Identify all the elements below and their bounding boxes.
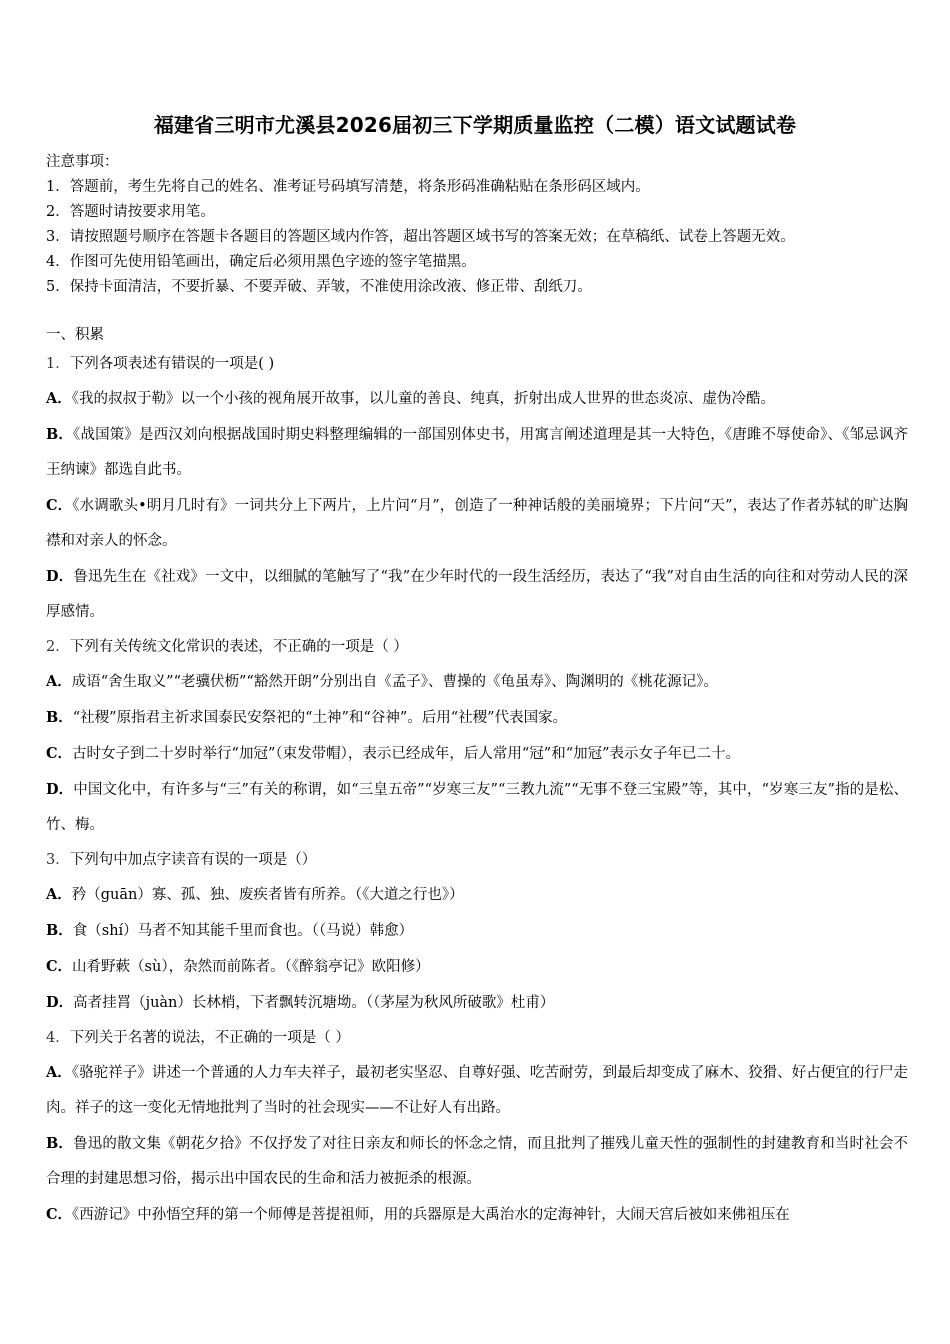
exam-title: 福建省三明市尤溪县2026届初三下学期质量监控（二模）语文试题试卷 bbox=[153, 113, 797, 137]
option bbox=[46, 772, 908, 843]
option-label: C． bbox=[46, 958, 73, 975]
option bbox=[46, 381, 908, 417]
option-label: B． bbox=[46, 922, 73, 939]
option bbox=[46, 664, 908, 700]
option-text: 食（shí）马者不知其能千里而食也。（（马说）韩愈） bbox=[72, 923, 414, 939]
section-heading: 一、积累 bbox=[46, 327, 104, 343]
option bbox=[46, 700, 908, 736]
option-text: 《西游记》中孙悟空拜的第一个师傅是菩提祖师，用的兵器原是大禹治水的定海神针，大闹天宫后被如来佛祖压在 bbox=[72, 1207, 790, 1223]
option bbox=[46, 985, 908, 1021]
notice-item: 2．答题时请按要求用笔。 bbox=[46, 204, 215, 220]
option-text: 古时女子到二十岁时举行“加冠”（束发带帽），表示已经成年，后人常用“冠”和“加冠”表示女子年已二十。 bbox=[72, 746, 741, 762]
option bbox=[46, 1055, 908, 1126]
option-text: 鲁迅的散文集《朝花夕拾》不仅抒发了对往日亲友和师长的怀念之情，而且批判了摧残儿童天性的强制性的封建教育和当时社会不合理的封建思想习俗，揭示出中国农民的生命和活力被扼杀的根源。 bbox=[46, 1136, 908, 1187]
option-text: 鲁迅先生在《社戏》一文中，以细腻的笔触写了“我”在少年时代的一段生活经历，表达了“我”对自由生活的向往和对劳动人民的深厚感情。 bbox=[46, 569, 908, 620]
option bbox=[46, 1197, 908, 1233]
notice-item: 5．保持卡面清洁，不要折暴、不要弄破、弄皱，不准使用涂改液、修正带、刮纸刀。 bbox=[46, 279, 592, 295]
option-text: 矜（guān）寡、孤、独、废疾者皆有所养。（《大道之行也》） bbox=[71, 887, 464, 903]
notice-item: 4．作图可先使用铅笔画出，确定后必须用黑色字迹的签字笔描黑。 bbox=[46, 254, 476, 270]
option-text: 中国文化中，有许多与“三”有关的称谓，如“三皇五帝”“岁寒三友”“三教九流”“无事不登三宝殿”等，其中，“岁寒三友”指的是松、竹、梅。 bbox=[46, 782, 909, 833]
option-label: A． bbox=[46, 673, 72, 690]
notice-item: 1．答题前，考生先将自己的姓名、准考证号码填写清楚，将条形码准确粘贴在条形码区域内。 bbox=[46, 179, 650, 195]
notice-item: 3．请按照题号顺序在答题卡各题目的答题区域内作答，超出答题区域书写的答案无效；在草稿纸、试卷上答题无效。 bbox=[46, 229, 795, 245]
option bbox=[46, 559, 908, 630]
option-text: 《我的叔叔于勒》以一个小孩的视角展开故事，以儿童的善良、纯真，折射出成人世界的世态炎凉、虚伪冷酷。 bbox=[71, 391, 776, 407]
question-stem bbox=[46, 843, 908, 877]
question-number: 3． bbox=[46, 852, 70, 868]
question-number: 1． bbox=[46, 356, 70, 372]
option bbox=[46, 736, 908, 772]
question-text: 下列有关传统文化常识的表述，不正确的一项是（ ） bbox=[69, 639, 408, 655]
option-label: C． bbox=[46, 1206, 73, 1223]
option-text: 高者挂罥（juàn）长林梢，下者飘转沉塘坳。（（茅屋为秋风所破歌》杜甫） bbox=[73, 995, 555, 1011]
option-label: B． bbox=[46, 709, 73, 726]
question-text: 下列关于名著的说法，不正确的一项是（ ） bbox=[69, 1030, 350, 1046]
option-text: 《战国策》是西汉刘向根据战国时期史料整理编辑的一部国别体史书，用寓言阐述道理是其一大特色，《唐雎不辱使命》、《邹忌讽齐王纳谏》都选自此书。 bbox=[46, 427, 908, 478]
option-label: C． bbox=[46, 497, 73, 514]
question-number: 4． bbox=[46, 1030, 70, 1046]
option bbox=[46, 877, 908, 913]
option-label: B． bbox=[46, 1135, 74, 1152]
option-text: 山肴野蔌（sù），杂然而前陈者。（《醉翁亭记》欧阳修） bbox=[72, 959, 430, 975]
option-label: D． bbox=[46, 781, 74, 798]
question-stem bbox=[46, 1021, 908, 1055]
notice-block bbox=[46, 150, 916, 300]
question-stem bbox=[46, 347, 908, 381]
option-label: C． bbox=[46, 745, 73, 762]
question-text: 下列各项表述有错误的一项是( ) bbox=[69, 356, 275, 372]
option-text: 《骆驼祥子》讲述一个普通的人力车夫祥子，最初老实坚忍、自尊好强、吃苦耐劳，到最后却变成了麻木、狡猾、好占便宜的行尸走肉。祥子的这一变化无情地批判了当时的社会现实——不让好人有出路。 bbox=[46, 1065, 908, 1116]
question-text: 下列句中加点字读音有误的一项是（） bbox=[69, 852, 317, 868]
option-text: 成语“舍生取义”“老骥伏枥”“豁然开朗”分别出自《孟子》、曹操的《龟虽寿》、陶渊明的《桃花源记》。 bbox=[71, 674, 718, 690]
exam-body bbox=[46, 323, 908, 1233]
notice-heading: 注意事项： bbox=[46, 154, 119, 170]
option-label: A． bbox=[46, 390, 72, 407]
option-label: D． bbox=[46, 994, 74, 1011]
option bbox=[46, 488, 908, 559]
option-label: B． bbox=[46, 426, 74, 443]
option-text: 《水调歌头•明月几时有》一词共分上下两片，上片问“月”，创造了一种神话般的美丽境界；下片问“天”，表达了作者苏轼的旷达胸襟和对亲人的怀念。 bbox=[46, 498, 909, 549]
question-number: 2． bbox=[46, 639, 70, 655]
option-label: A． bbox=[46, 1064, 72, 1081]
option-text: “社稷”原指君主祈求国泰民安祭祀的“土神”和“谷神”。后用“社稷”代表国家。 bbox=[72, 710, 568, 726]
option bbox=[46, 949, 908, 985]
option-label: A． bbox=[46, 886, 72, 903]
option bbox=[46, 1126, 908, 1197]
option-label: D． bbox=[46, 568, 74, 585]
option bbox=[46, 417, 908, 488]
option bbox=[46, 913, 908, 949]
question-stem bbox=[46, 630, 908, 664]
